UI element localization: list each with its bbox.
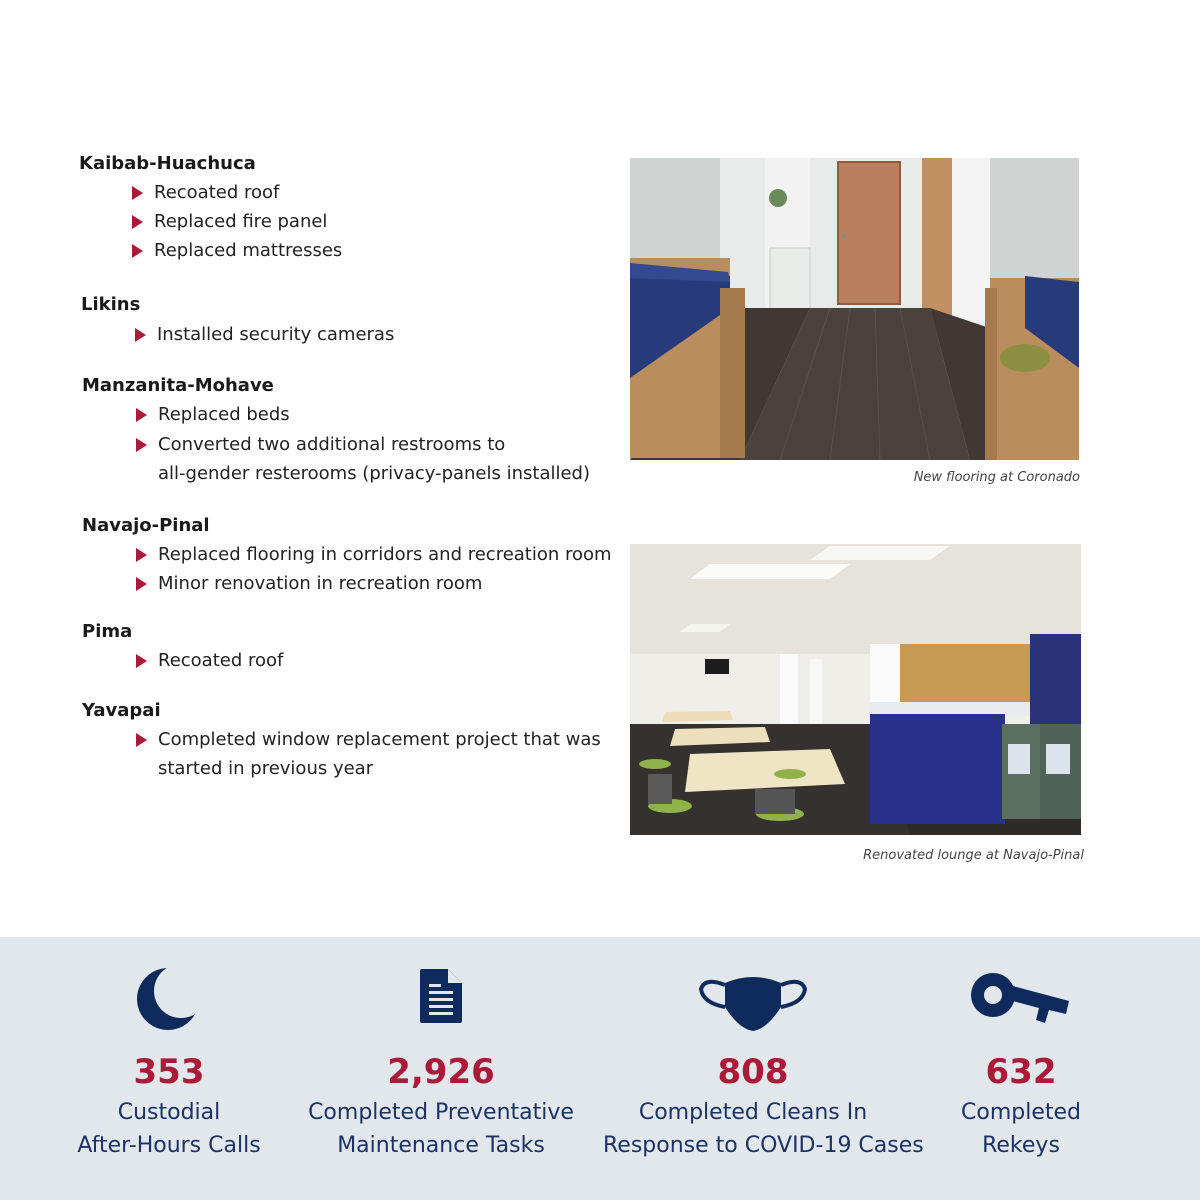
stat-label-line: Rekeys [982, 1133, 1060, 1158]
list-item [136, 569, 482, 598]
building-name: Pima [82, 621, 133, 642]
stat-label-line: Completed Preventative [308, 1100, 574, 1125]
dorm-room-illustration [630, 158, 1079, 460]
stat-rekeys [921, 937, 1121, 1200]
building-yavapai [82, 699, 161, 723]
lounge-photo [630, 544, 1081, 835]
stat-label-line: Custodial [117, 1100, 221, 1125]
stat-label-line: Maintenance Tasks [337, 1133, 545, 1158]
list-item-text-line: all-gender resterooms (privacy-panels installed) [158, 463, 591, 484]
list-item [136, 646, 283, 675]
list-item-text-line: started in previous year [158, 758, 374, 779]
building-navajo-pinal [82, 514, 210, 538]
stat-label [49, 1096, 289, 1162]
list-item [136, 430, 590, 488]
stat-after-hours-calls [49, 937, 289, 1200]
list-item [136, 400, 290, 429]
list-item-text-line: Completed window replacement project that was [158, 729, 601, 750]
list-item-text: Recoated roof [154, 182, 280, 203]
list-item-text: Replaced beds [158, 404, 290, 425]
bullet-arrow-icon [136, 733, 147, 747]
stat-label-line: After-Hours Calls [77, 1133, 261, 1158]
list-item-text: Recoated roof [158, 650, 284, 671]
list-item [135, 320, 394, 349]
building-name: Manzanita-Mohave [82, 375, 274, 396]
building-likins [81, 293, 140, 317]
building-name: Navajo-Pinal [82, 515, 210, 536]
building-kaibab-huachuca [79, 152, 256, 176]
stats-band [0, 937, 1200, 1200]
stat-value: 353 [133, 1052, 205, 1092]
stat-covid-cleans [603, 937, 924, 1200]
stat-label-line: Completed Cleans In [638, 1100, 868, 1125]
lounge-illustration [630, 544, 1081, 835]
building-pima [82, 620, 132, 644]
photo-caption: New flooring at Coronado [913, 470, 1080, 485]
face-mask-icon [697, 973, 809, 1037]
bullet-arrow-icon [135, 328, 146, 342]
building-name: Likins [81, 294, 141, 315]
building-name: Kaibab-Huachuca [79, 153, 256, 174]
stat-label [301, 1096, 581, 1162]
key-icon [969, 967, 1073, 1035]
building-name: Yavapai [82, 700, 161, 721]
building-updates-list [0, 0, 620, 900]
list-item [132, 207, 327, 236]
list-item [132, 178, 279, 207]
bullet-arrow-icon [136, 577, 147, 591]
stat-label [603, 1096, 924, 1162]
bullet-arrow-icon [136, 654, 147, 668]
list-item-text-line: Converted two additional restrooms to [158, 434, 506, 455]
list-item-text: Minor renovation in recreation room [158, 573, 483, 594]
bullet-arrow-icon [136, 438, 147, 452]
stat-label-line: Completed [961, 1100, 1081, 1125]
stat-preventative-maintenance [301, 937, 581, 1200]
list-item-text: Replaced flooring in corridors and recreation room [158, 544, 612, 565]
dorm-room-photo [630, 158, 1079, 460]
photo-caption: Renovated lounge at Navajo-Pinal [863, 848, 1084, 863]
list-item-text: Installed security cameras [157, 324, 395, 345]
bullet-arrow-icon [132, 186, 143, 200]
stat-label [921, 1096, 1121, 1162]
list-item-text: Replaced fire panel [154, 211, 328, 232]
list-item-text: Replaced mattresses [154, 240, 343, 261]
bullet-arrow-icon [132, 215, 143, 229]
bullet-arrow-icon [132, 244, 143, 258]
stat-label-line: Response to COVID-19 Cases [603, 1133, 924, 1158]
document-icon [418, 967, 464, 1029]
moon-icon [134, 963, 204, 1037]
list-item [136, 725, 601, 783]
list-item [132, 236, 342, 265]
bullet-arrow-icon [136, 408, 147, 422]
list-item [136, 540, 612, 569]
building-manzanita-mohave [82, 374, 274, 398]
bullet-arrow-icon [136, 548, 147, 562]
stat-value: 808 [717, 1052, 789, 1092]
stat-value: 632 [985, 1052, 1057, 1092]
stat-value: 2,926 [387, 1052, 495, 1092]
